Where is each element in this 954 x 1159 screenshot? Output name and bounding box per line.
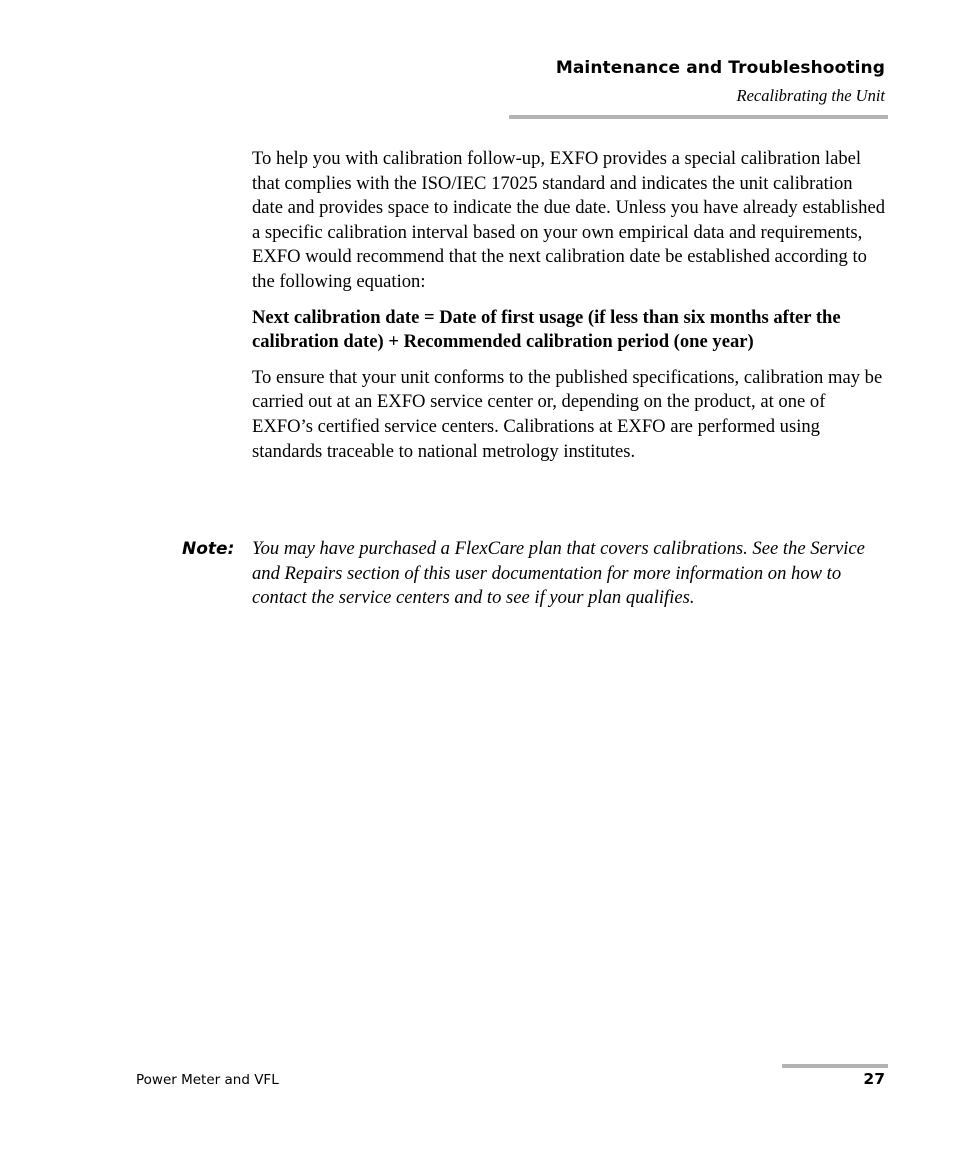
page-number: 27	[863, 1070, 885, 1088]
note-label: Note:	[182, 539, 235, 559]
main-content	[252, 147, 888, 475]
header-divider	[509, 115, 888, 119]
body-paragraph-conformance: To ensure that your unit conforms to the published specifications, calibration may be carried out at an EXFO service center or, depending on the product, at one of EXFO’s certified service centers. Calibrations at EXFO are performed using standards traceable to national metrology institutes.	[252, 366, 883, 462]
body-paragraph-intro: To help you with calibration follow-up, EXFO provides a special calibration label that complies with the ISO/IEC 17025 standard and indicates the unit calibration date and provides space to indicate the due date. Unless you have already established a specific calibration interval based on your own empirical data and requirements, EXFO would recommend that the next calibration date be established according to the following equation:	[252, 148, 885, 292]
note-text: You may have purchased a FlexCare plan that covers calibrations. See the Service and Repairs section of this user documentation for more information on how to contact the service centers and to see if your plan qualifies.	[252, 538, 865, 609]
section-title: Recalibrating the Unit	[736, 86, 885, 105]
chapter-title: Maintenance and Troubleshooting	[555, 58, 885, 78]
footer-divider	[782, 1064, 888, 1068]
calibration-equation: Next calibration date = Date of first usage (if less than six months after the calibration date) + Recommended calibration period (one year)	[252, 306, 841, 353]
footer-document-title: Power Meter and VFL	[136, 1072, 279, 1088]
running-header	[556, 57, 885, 107]
